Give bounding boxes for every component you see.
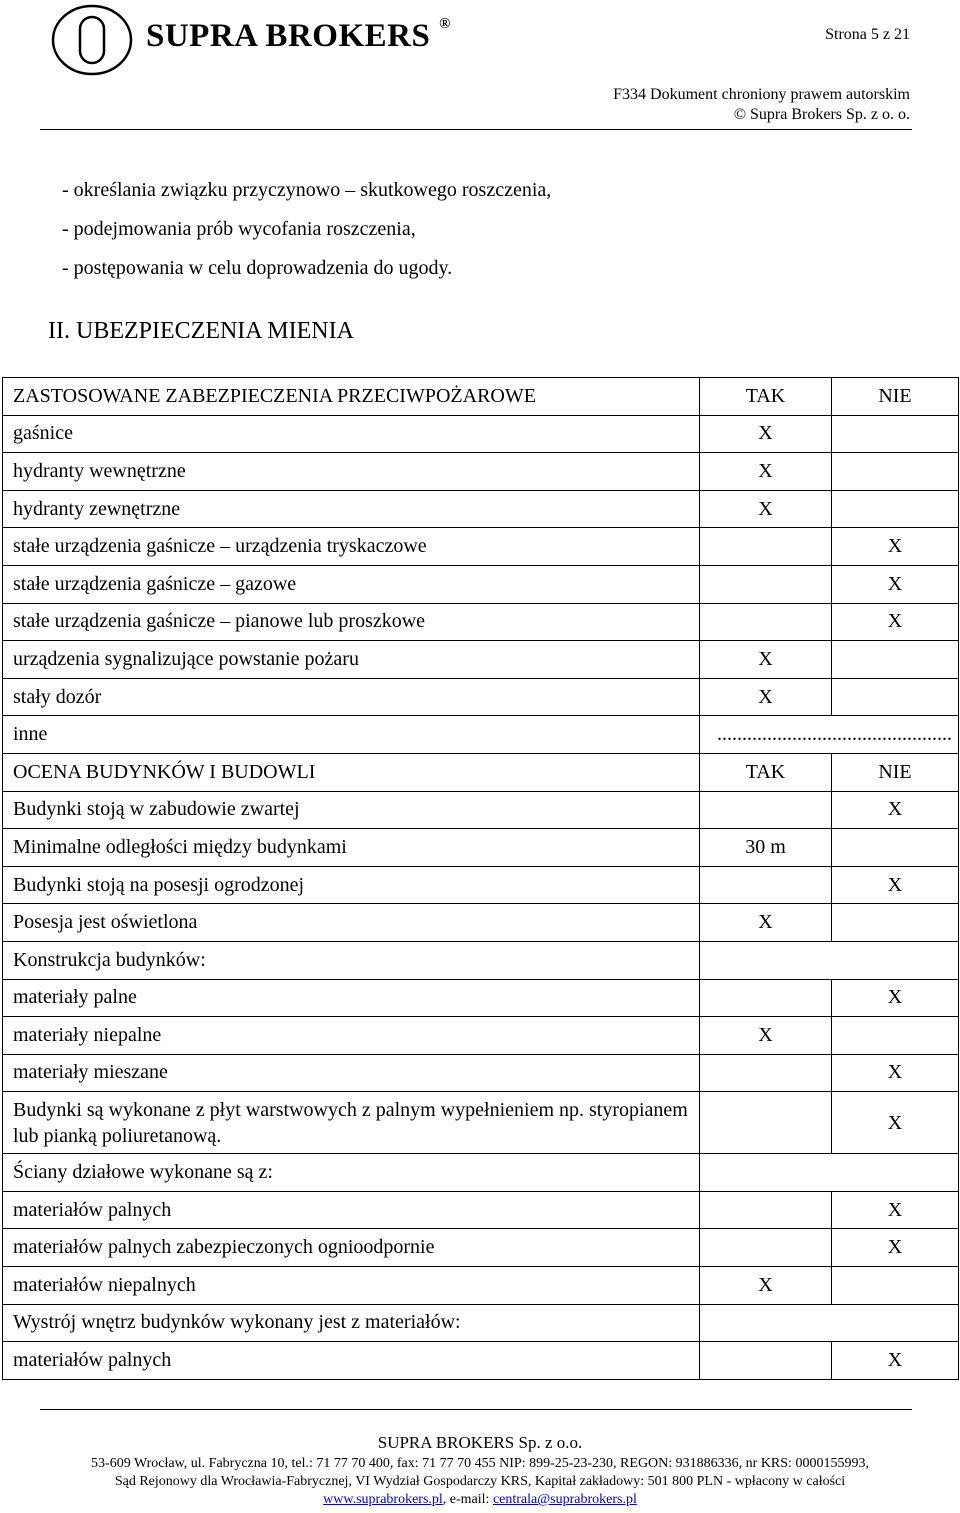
row-label: ZASTOSOWANE ZABEZPIECZENIA PRZECIWPOŻAROWE	[3, 378, 700, 416]
tak-cell: X	[700, 641, 832, 679]
table-row	[3, 1267, 959, 1305]
email-label: , e-mail:	[442, 1492, 493, 1507]
table-row	[3, 490, 959, 528]
tak-cell	[700, 1191, 832, 1229]
nie-cell	[832, 1267, 959, 1305]
nie-cell	[832, 904, 959, 942]
table-row	[3, 979, 959, 1017]
nie-cell: X	[832, 791, 959, 829]
tak-cell	[700, 866, 832, 904]
row-label: stały dozór	[3, 678, 700, 716]
row-label: materiały palne	[3, 979, 700, 1017]
nie-cell: X	[832, 866, 959, 904]
table-row	[3, 1092, 959, 1154]
row-value	[700, 941, 959, 979]
tak-cell	[700, 528, 832, 566]
row-label: hydranty wewnętrzne	[3, 453, 700, 491]
table-row	[3, 941, 959, 979]
row-label: materiałów palnych zabezpieczonych ognioodpornie	[3, 1229, 700, 1267]
tak-cell: X	[700, 415, 832, 453]
row-label: stałe urządzenia gaśnicze – pianowe lub proszkowe	[3, 603, 700, 641]
property-insurance-table	[2, 377, 959, 1380]
tak-cell: TAK	[700, 753, 832, 791]
table-row	[3, 1054, 959, 1092]
nie-cell: X	[832, 528, 959, 566]
footer-contact	[0, 1492, 960, 1508]
tak-cell	[700, 791, 832, 829]
nie-cell: X	[832, 1191, 959, 1229]
table-row	[3, 1154, 959, 1192]
row-label: Budynki stoją w zabudowie zwartej	[3, 791, 700, 829]
tak-cell	[700, 1229, 832, 1267]
table-row	[3, 1017, 959, 1055]
tak-cell: X	[700, 490, 832, 528]
row-label: materiały mieszane	[3, 1054, 700, 1092]
nie-cell: X	[832, 1092, 959, 1154]
row-label: stałe urządzenia gaśnicze – gazowe	[3, 565, 700, 603]
table-row	[3, 866, 959, 904]
row-label: Wystrój wnętrz budynków wykonany jest z materiałów:	[3, 1304, 700, 1342]
table-row	[3, 528, 959, 566]
nie-cell	[832, 678, 959, 716]
tak-cell: X	[700, 904, 832, 942]
row-label: urządzenia sygnalizujące powstanie pożaru	[3, 641, 700, 679]
row-label: Konstrukcja budynków:	[3, 941, 700, 979]
nie-cell: X	[832, 979, 959, 1017]
row-label: materiałów palnych	[3, 1342, 700, 1380]
table-row	[3, 1342, 959, 1380]
nie-cell: X	[832, 1054, 959, 1092]
registered-mark: ®	[439, 16, 451, 32]
tak-cell: 30 m	[700, 829, 832, 867]
supra-brokers-logo	[50, 3, 134, 77]
table-row	[3, 716, 959, 754]
nie-cell	[832, 453, 959, 491]
copyright-notice: F334 Dokument chroniony prawem autorskim	[613, 86, 910, 103]
brand-name: SUPRA BROKERS ®	[146, 16, 451, 54]
footer-divider	[40, 1409, 912, 1410]
tak-cell	[700, 1092, 832, 1154]
nie-cell: X	[832, 565, 959, 603]
table-row	[3, 378, 959, 416]
row-value	[700, 1154, 959, 1192]
table-row	[3, 565, 959, 603]
website-link[interactable]: www.suprabrokers.pl	[323, 1492, 443, 1507]
table-row	[3, 415, 959, 453]
nie-cell: NIE	[832, 378, 959, 416]
row-label: inne	[3, 716, 700, 754]
email-link[interactable]: centrala@suprabrokers.pl	[492, 1492, 637, 1507]
row-label: Budynki stoją na posesji ogrodzonej	[3, 866, 700, 904]
table-row	[3, 678, 959, 716]
row-label: materiałów niepalnych	[3, 1267, 700, 1305]
row-label: materiałów palnych	[3, 1191, 700, 1229]
bullet-item: - podejmowania prób wycofania roszczenia,	[62, 218, 416, 240]
table-row	[3, 829, 959, 867]
section-title: II. UBEZPIECZENIA MIENIA	[48, 318, 354, 344]
tak-cell	[700, 565, 832, 603]
tak-cell	[700, 603, 832, 641]
footer-address: 53-609 Wrocław, ul. Fabryczna 10, tel.: 71 77 70 400, fax: 71 77 70 455 NIP: 899-25-23-230, REGON: 931886336, nr KRS: 0000155993,	[91, 1456, 869, 1471]
nie-cell	[832, 415, 959, 453]
bullet-item: - postępowania w celu doprowadzenia do ugody.	[62, 257, 453, 279]
row-label: Minimalne odległości między budynkami	[3, 829, 700, 867]
bullet-item: - określania związku przyczynowo – skutkowego roszczenia,	[62, 179, 552, 201]
nie-cell	[832, 829, 959, 867]
table-row	[3, 1191, 959, 1229]
header-divider	[40, 129, 912, 130]
copyright-owner: © Supra Brokers Sp. z o. o.	[733, 106, 910, 123]
nie-cell: X	[832, 603, 959, 641]
row-value	[700, 1304, 959, 1342]
nie-cell: NIE	[832, 753, 959, 791]
table-row	[3, 791, 959, 829]
nie-cell: X	[832, 1229, 959, 1267]
tak-cell: TAK	[700, 378, 832, 416]
nie-cell	[832, 641, 959, 679]
footer-court: Sąd Rejonowy dla Wrocławia-Fabrycznej, VI Wydział Gospodarczy KRS, Kapitał zakładowy: 501 800 PLN - wpłacony w całości	[114, 1474, 846, 1489]
footer-company: SUPRA BROKERS Sp. z o.o.	[377, 1433, 583, 1452]
row-label: materiały niepalne	[3, 1017, 700, 1055]
table-row	[3, 603, 959, 641]
table-row	[3, 753, 959, 791]
row-label: Budynki są wykonane z płyt warstwowych z palnym wypełnieniem np. styropianem lub pianką poliuretanową.	[3, 1092, 700, 1154]
tak-cell	[700, 1054, 832, 1092]
nie-cell	[832, 1017, 959, 1055]
tak-cell: X	[700, 1017, 832, 1055]
tak-cell: X	[700, 678, 832, 716]
row-label: OCENA BUDYNKÓW I BUDOWLI	[3, 753, 700, 791]
row-label: gaśnice	[3, 415, 700, 453]
row-value: ...............................................	[700, 716, 959, 754]
tak-cell: X	[700, 453, 832, 491]
table-row	[3, 1304, 959, 1342]
row-label: Posesja jest oświetlona	[3, 904, 700, 942]
tak-cell: X	[700, 1267, 832, 1305]
table-row	[3, 904, 959, 942]
row-label: hydranty zewnętrzne	[3, 490, 700, 528]
tak-cell	[700, 1342, 832, 1380]
table-row	[3, 641, 959, 679]
nie-cell	[832, 490, 959, 528]
tak-cell	[700, 979, 832, 1017]
row-label: stałe urządzenia gaśnicze – urządzenia tryskaczowe	[3, 528, 700, 566]
row-label: Ściany działowe wykonane są z:	[3, 1154, 700, 1192]
table-row	[3, 1229, 959, 1267]
nie-cell: X	[832, 1342, 959, 1380]
page-number: Strona 5 z 21	[825, 26, 910, 43]
table-row	[3, 453, 959, 491]
